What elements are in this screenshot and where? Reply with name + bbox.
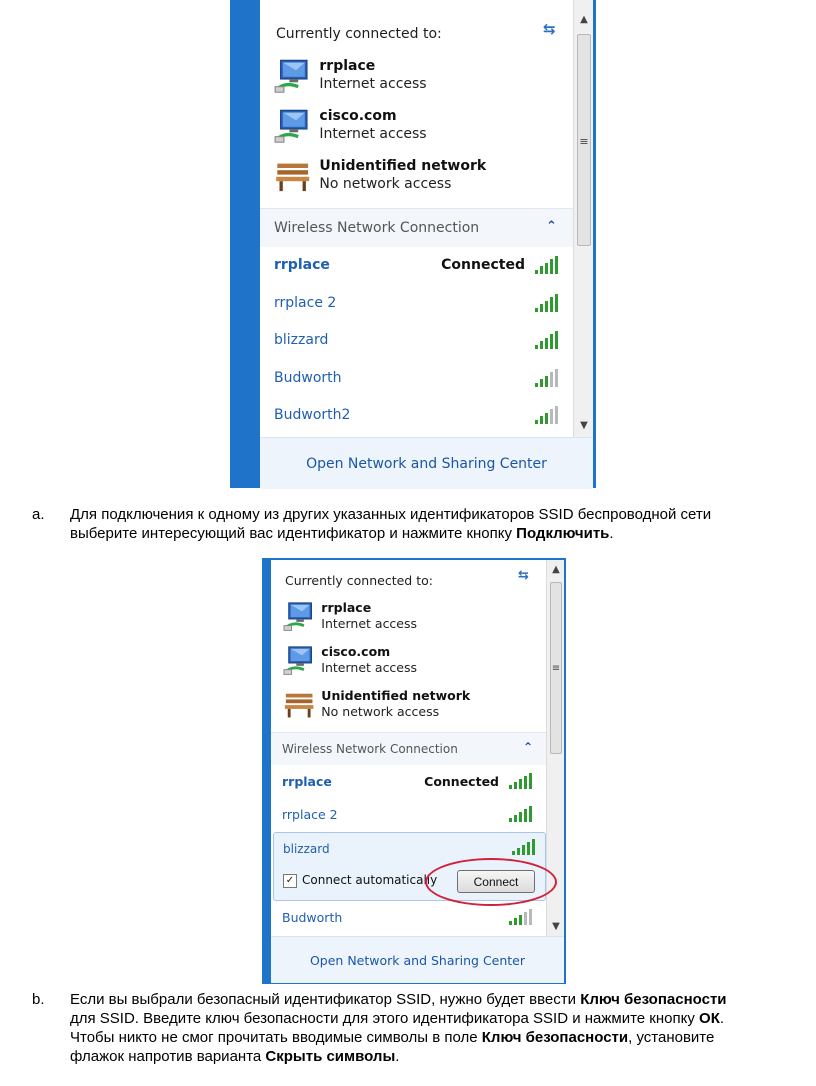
wireless-section-label-2: Wireless Network Connection [282,742,458,756]
connected-network-name: Unidentified network [319,158,487,174]
signal-strength-icon [509,909,532,925]
caption-a-bold: Подключить [516,525,610,542]
caption-b-bold2: ОК [699,1010,720,1027]
network-name: blizzard [274,332,329,348]
connected-network [274,157,486,198]
network-status: Connected [424,773,499,789]
caption-b-line1: Если вы выбрали безопасный идентификатор SSID, нужно будет ввести [70,991,581,1008]
wireless-network-item[interactable] [282,801,532,827]
signal-strength-icon [535,406,558,424]
connected-network-status: No network access [321,704,440,719]
wireless-network-item[interactable] [282,768,532,794]
connected-network-status: Internet access [321,616,418,631]
connected-network [274,107,427,148]
open-network-center-link[interactable]: Open Network and Sharing Center [306,455,547,472]
scroll-down-icon[interactable]: ▼ [552,921,560,932]
network-computer-icon [283,600,315,636]
footer-1 [260,437,593,489]
caption-b-end4: . [395,1048,400,1065]
connect-automatically-label: Connect automatically [302,873,438,887]
scroll-up-icon[interactable]: ▲ [580,14,588,25]
connected-network-status: Internet access [321,660,418,675]
wireless-section-label: Wireless Network Connection [274,220,480,236]
connected-network-name: rrplace [321,600,372,615]
flyout-1-body [260,0,593,437]
caption-a-line2: выберите интересующий вас идентификатор и нажмите кнопку [70,525,517,542]
wireless-network-item[interactable] [274,363,558,393]
connect-button[interactable]: Connect [457,870,535,893]
wireless-section-header-2[interactable] [271,732,546,765]
connected-network-name: cisco.com [319,108,397,124]
caption-a-line1: Для подключения к одному из других указанных идентификаторов SSID беспроводной сети [70,506,712,523]
network-name: rrplace 2 [282,806,338,822]
signal-strength-icon [535,256,558,274]
caption-a-end: . [609,525,614,542]
caption-b-bold1: Ключ безопасности [580,991,727,1008]
wireless-network-item[interactable] [274,400,558,430]
open-network-center-link-2[interactable]: Open Network and Sharing Center [309,952,526,968]
signal-strength-icon [512,839,535,855]
network-computer-icon [274,57,311,98]
connected-network [283,688,470,724]
connected-network [274,57,427,98]
connected-network-name: Unidentified network [321,688,471,703]
highlight-ellipse [425,858,557,906]
wireless-network-item[interactable] [274,325,558,355]
connect-automatically-checkbox[interactable]: ✓ [283,874,297,888]
caption-b-end3: , установите [628,1029,715,1046]
network-name-blizzard: blizzard [283,842,330,856]
network-name: rrplace [274,257,330,273]
scrollbar[interactable] [573,0,593,437]
network-computer-icon [283,644,315,680]
caption-b-bold4: Скрыть символы [265,1048,396,1065]
caption-b-line2: для SSID. Введите ключ безопасности для этого идентификатора SSID и нажмите кнопку [70,1010,700,1027]
signal-strength-icon [535,331,558,349]
network-name: Budworth [282,909,343,925]
refresh-icon[interactable]: ⇆ [543,20,556,38]
connected-network [283,644,417,680]
connected-network-name: cisco.com [321,644,391,659]
wireless-section-header[interactable] [260,208,573,247]
chevron-up-icon[interactable]: ⌃ [523,740,534,754]
signal-strength-icon [509,806,532,822]
caption-b-marker: b. [32,991,45,1008]
network-status: Connected [441,257,525,273]
chevron-up-icon[interactable]: ⌃ [546,219,557,234]
grip-icon: ≡ [551,663,561,674]
caption-b-line3: Чтобы никто не смог прочитать вводимые символы в поле [70,1029,482,1046]
scroll-down-icon[interactable]: ▼ [580,420,588,431]
connected-network-status: Internet access [319,126,427,142]
network-name: Budworth2 [274,407,351,423]
caption-a-marker: a. [32,506,45,523]
connected-network-name: rrplace [319,58,376,74]
signal-strength-icon [535,294,558,312]
connected-network-status: No network access [319,176,452,192]
grip-icon: ≡ [579,135,589,148]
caption-b [32,990,812,1070]
wireless-network-item[interactable] [274,288,558,318]
signal-strength-icon [509,773,532,789]
footer-2 [271,936,564,983]
refresh-icon[interactable]: ⇆ [518,568,529,583]
park-bench-icon [283,688,315,724]
caption-a [32,505,812,545]
wireless-network-item[interactable] [282,904,532,930]
caption-b-line4: флажок напротив варианта [70,1048,266,1065]
network-computer-icon [274,107,311,148]
connected-header: Currently connected to: [276,26,442,42]
network-name: Budworth [274,369,342,386]
wireless-network-item[interactable] [274,250,558,280]
signal-strength-icon [535,369,558,387]
scroll-up-icon[interactable]: ▲ [552,564,560,575]
park-bench-icon [274,157,311,198]
caption-b-bold3: Ключ безопасности [481,1029,629,1046]
connected-network-status: Internet access [319,76,427,92]
connected-header-2: Currently connected to: [285,573,433,588]
network-name: rrplace [282,773,332,789]
network-name: rrplace 2 [274,294,337,311]
caption-b-end2: . [719,1010,725,1027]
connected-network [283,600,417,636]
